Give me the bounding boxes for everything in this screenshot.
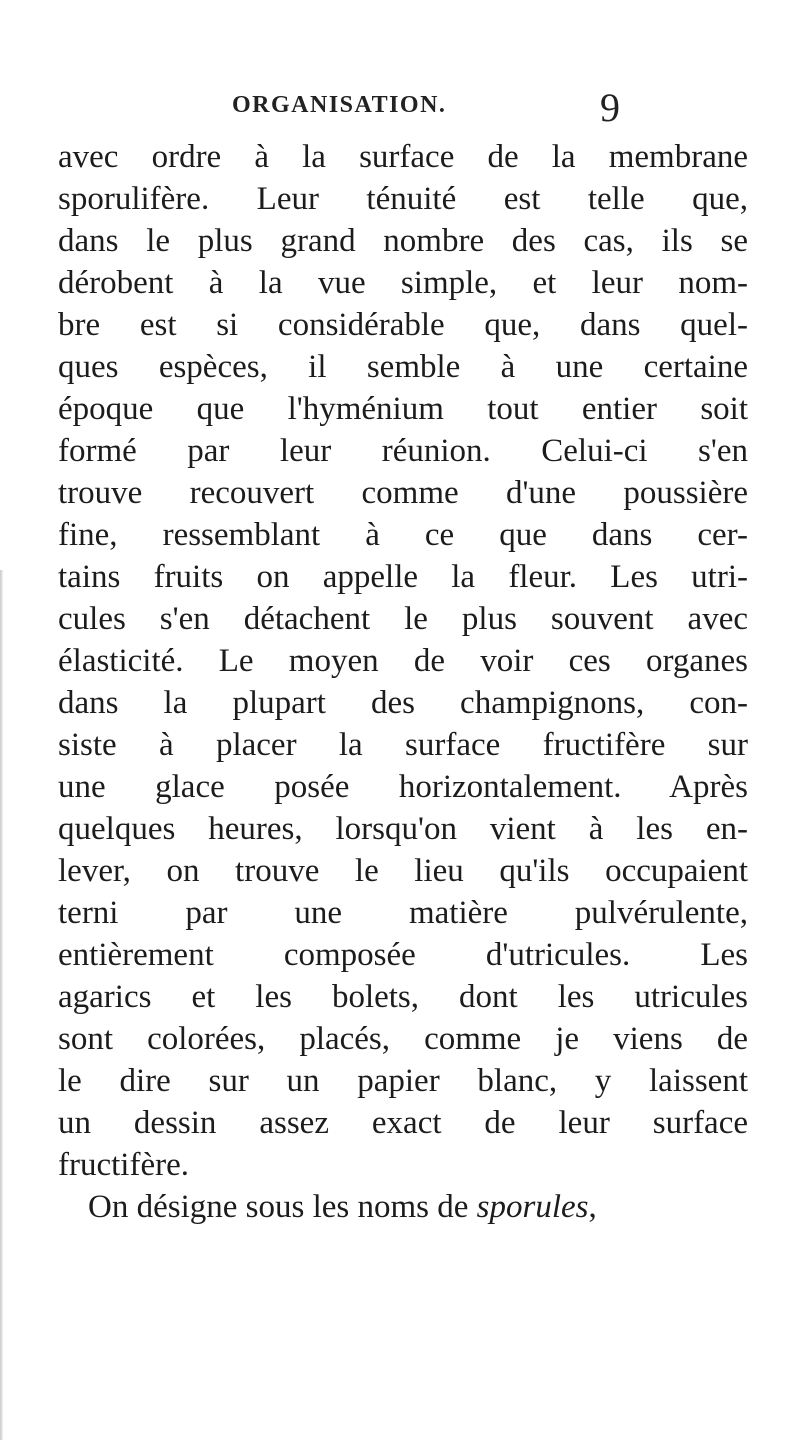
last-line-prefix: On désigne sous les noms de bbox=[88, 1189, 477, 1225]
text-line: bre est si considérable que, dans quel- bbox=[58, 307, 748, 343]
text-line: dérobent à la vue simple, et leur nom- bbox=[58, 265, 748, 301]
page-header bbox=[0, 85, 800, 132]
text-line: une glace posée horizontalement. Après bbox=[58, 769, 748, 805]
text-line: sporulifère. Leur ténuité est telle que, bbox=[58, 181, 748, 217]
text-line: époque que l'hyménium tout entier soit bbox=[58, 391, 748, 427]
text-line: terni par une matière pulvérulente, bbox=[58, 895, 748, 931]
last-line-suffix: , bbox=[588, 1189, 597, 1225]
text-line: dans le plus grand nombre des cas, ils se bbox=[58, 223, 748, 259]
text-line: fine, ressemblant à ce que dans cer- bbox=[58, 517, 748, 553]
italic-term: sporules bbox=[476, 1189, 589, 1225]
text-line: lever, on trouve le lieu qu'ils occupaient bbox=[58, 853, 748, 889]
running-head: ORGANISATION. bbox=[232, 92, 447, 118]
text-line: trouve recouvert comme d'une poussière bbox=[58, 475, 748, 511]
text-line: cules s'en détachent le plus souvent avec bbox=[58, 601, 748, 637]
text-line: élasticité. Le moyen de voir ces organes bbox=[58, 643, 748, 679]
text-line: siste à placer la surface fructifère sur bbox=[58, 727, 748, 763]
text-line: sont colorées, placés, comme je viens de bbox=[58, 1021, 748, 1057]
text-line: ques espèces, il semble à une certaine bbox=[58, 349, 748, 385]
page-number: 9 bbox=[600, 85, 620, 130]
page-edge-shadow bbox=[0, 570, 3, 1440]
text-line-paragraph-end: fructifère. bbox=[58, 1147, 189, 1183]
text-line: dans la plupart des champignons, con- bbox=[58, 685, 748, 721]
text-line: agarics et les bolets, dont les utricules bbox=[58, 979, 748, 1015]
text-line: un dessin assez exact de leur surface bbox=[58, 1105, 748, 1141]
text-line: avec ordre à la surface de la membrane bbox=[58, 139, 748, 175]
text-line-new-paragraph bbox=[58, 1186, 748, 1228]
body-text bbox=[58, 136, 748, 1228]
text-line: quelques heures, lorsqu'on vient à les en- bbox=[58, 811, 748, 847]
text-line: entièrement composée d'utricules. Les bbox=[58, 937, 748, 973]
text-line: formé par leur réunion. Celui-ci s'en bbox=[58, 433, 748, 469]
text-line: le dire sur un papier blanc, y laissent bbox=[58, 1063, 748, 1099]
text-line: tains fruits on appelle la fleur. Les utri- bbox=[58, 559, 748, 595]
